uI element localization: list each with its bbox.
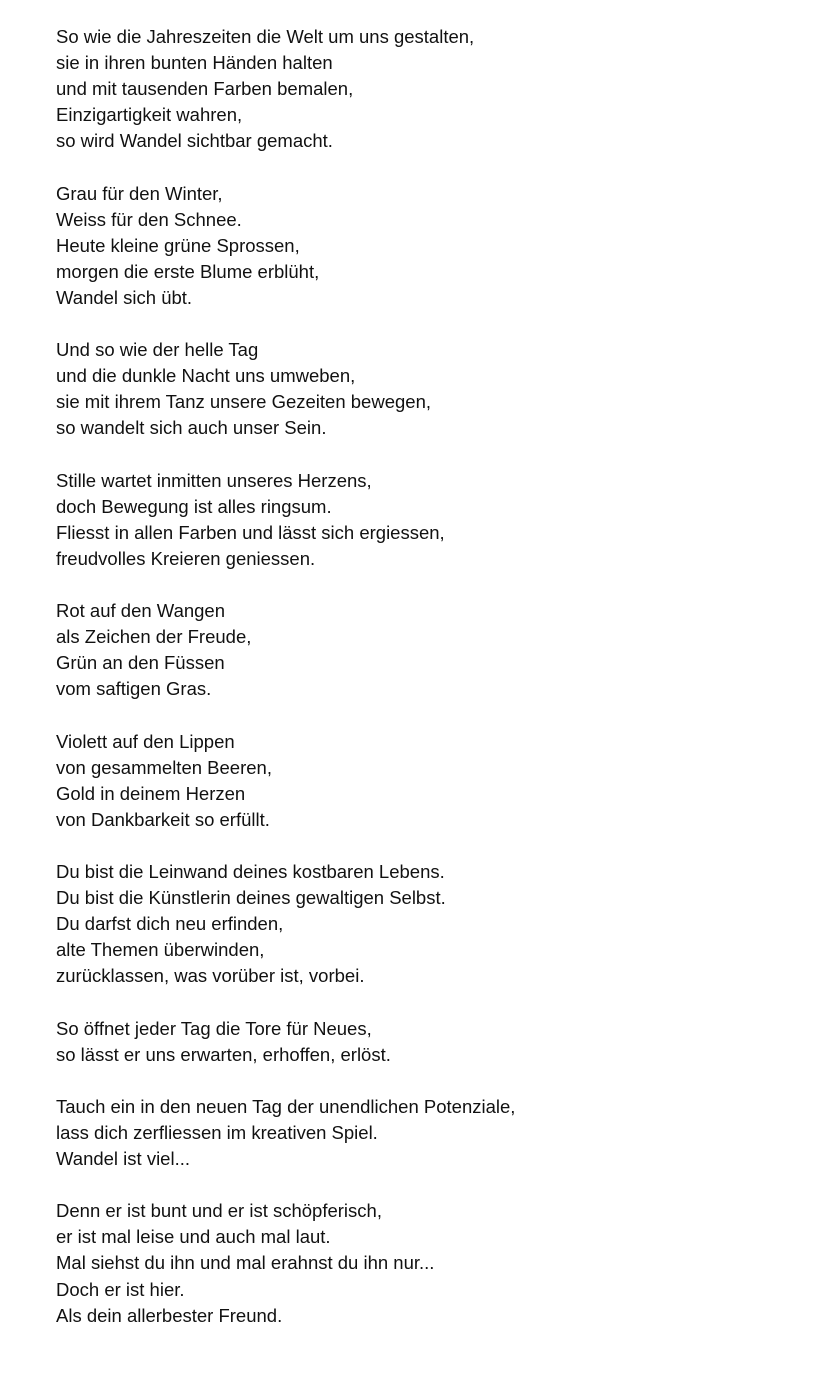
- stanza-4: [56, 468, 796, 572]
- poem-line: so lässt er uns erwarten, erhoffen, erlöst.: [56, 1043, 391, 1065]
- poem-line: Heute kleine grüne Sprossen,: [56, 234, 300, 256]
- poem-line: Du bist die Künstlerin deines gewaltigen Selbst.: [56, 887, 446, 909]
- poem-page: [56, 24, 796, 1355]
- poem-line: Du bist die Leinwand deines kostbaren Lebens.: [56, 861, 445, 882]
- poem-line: Grau für den Winter,: [56, 182, 223, 204]
- poem-line: Wandel sich übt.: [56, 286, 193, 308]
- poem-line: Wandel ist viel...: [56, 1148, 190, 1170]
- poem-line: so wandelt sich auch unser Sein.: [56, 417, 327, 439]
- stanza-9: [56, 1094, 796, 1172]
- poem-line: Und so wie der helle Tag: [56, 339, 259, 361]
- stanza-2: [56, 181, 796, 311]
- poem-line: morgen die erste Blume erblüht,: [56, 260, 320, 282]
- poem-line: und die dunkle Nacht uns umweben,: [56, 365, 356, 387]
- poem-line: Stille wartet inmitten unseres Herzens,: [56, 469, 372, 491]
- stanza-1: [56, 24, 796, 154]
- stanza-7: [56, 859, 796, 989]
- poem-line: Einzigartigkeit wahren,: [56, 104, 243, 126]
- poem-line: Weiss für den Schnee.: [56, 208, 242, 230]
- poem-line: Gold in deinem Herzen: [56, 782, 246, 804]
- poem-line: zurücklassen, was vorüber ist, vorbei.: [56, 965, 365, 987]
- poem-line: sie mit ihrem Tanz unsere Gezeiten bewegen,: [56, 391, 431, 413]
- poem-line: Grün an den Füssen: [56, 652, 225, 674]
- poem-line: Fliesst in allen Farben und lässt sich ergiessen,: [56, 521, 445, 543]
- poem-line: so wird Wandel sichtbar gemacht.: [56, 130, 333, 152]
- poem-line: von Dankbarkeit so erfüllt.: [56, 808, 270, 830]
- poem-line: So öffnet jeder Tag die Tore für Neues,: [56, 1017, 372, 1039]
- poem-line: und mit tausenden Farben bemalen,: [56, 78, 354, 100]
- poem-line: er ist mal leise und auch mal laut.: [56, 1226, 331, 1248]
- poem-line: freudvolles Kreieren geniessen.: [56, 547, 316, 569]
- poem-line: Mal siehst du ihn und mal erahnst du ihn nur...: [56, 1252, 435, 1274]
- poem-line: Denn er ist bunt und er ist schöpferisch,: [56, 1200, 382, 1222]
- poem-line: Doch er ist hier.: [56, 1278, 185, 1300]
- poem-line: So wie die Jahreszeiten die Welt um uns gestalten,: [56, 26, 475, 47]
- stanza-6: [56, 729, 796, 833]
- poem-line: von gesammelten Beeren,: [56, 756, 272, 778]
- poem-line: lass dich zerfliessen im kreativen Spiel.: [56, 1121, 378, 1143]
- poem-line: vom saftigen Gras.: [56, 678, 212, 700]
- poem-line: Violett auf den Lippen: [56, 730, 235, 752]
- stanza-5: [56, 598, 796, 702]
- poem-line: Tauch ein in den neuen Tag der unendlichen Potenziale,: [56, 1095, 516, 1117]
- poem-line: Als dein allerbester Freund.: [56, 1304, 283, 1326]
- stanza-8: [56, 1016, 796, 1068]
- poem-line: Rot auf den Wangen: [56, 600, 226, 622]
- stanza-10: [56, 1198, 796, 1328]
- poem-line: doch Bewegung ist alles ringsum.: [56, 495, 332, 517]
- poem-line: alte Themen überwinden,: [56, 939, 265, 961]
- poem-line: sie in ihren bunten Händen halten: [56, 52, 333, 74]
- stanza-3: [56, 337, 796, 441]
- poem-line: Du darfst dich neu erfinden,: [56, 913, 284, 935]
- poem-line: als Zeichen der Freude,: [56, 626, 252, 648]
